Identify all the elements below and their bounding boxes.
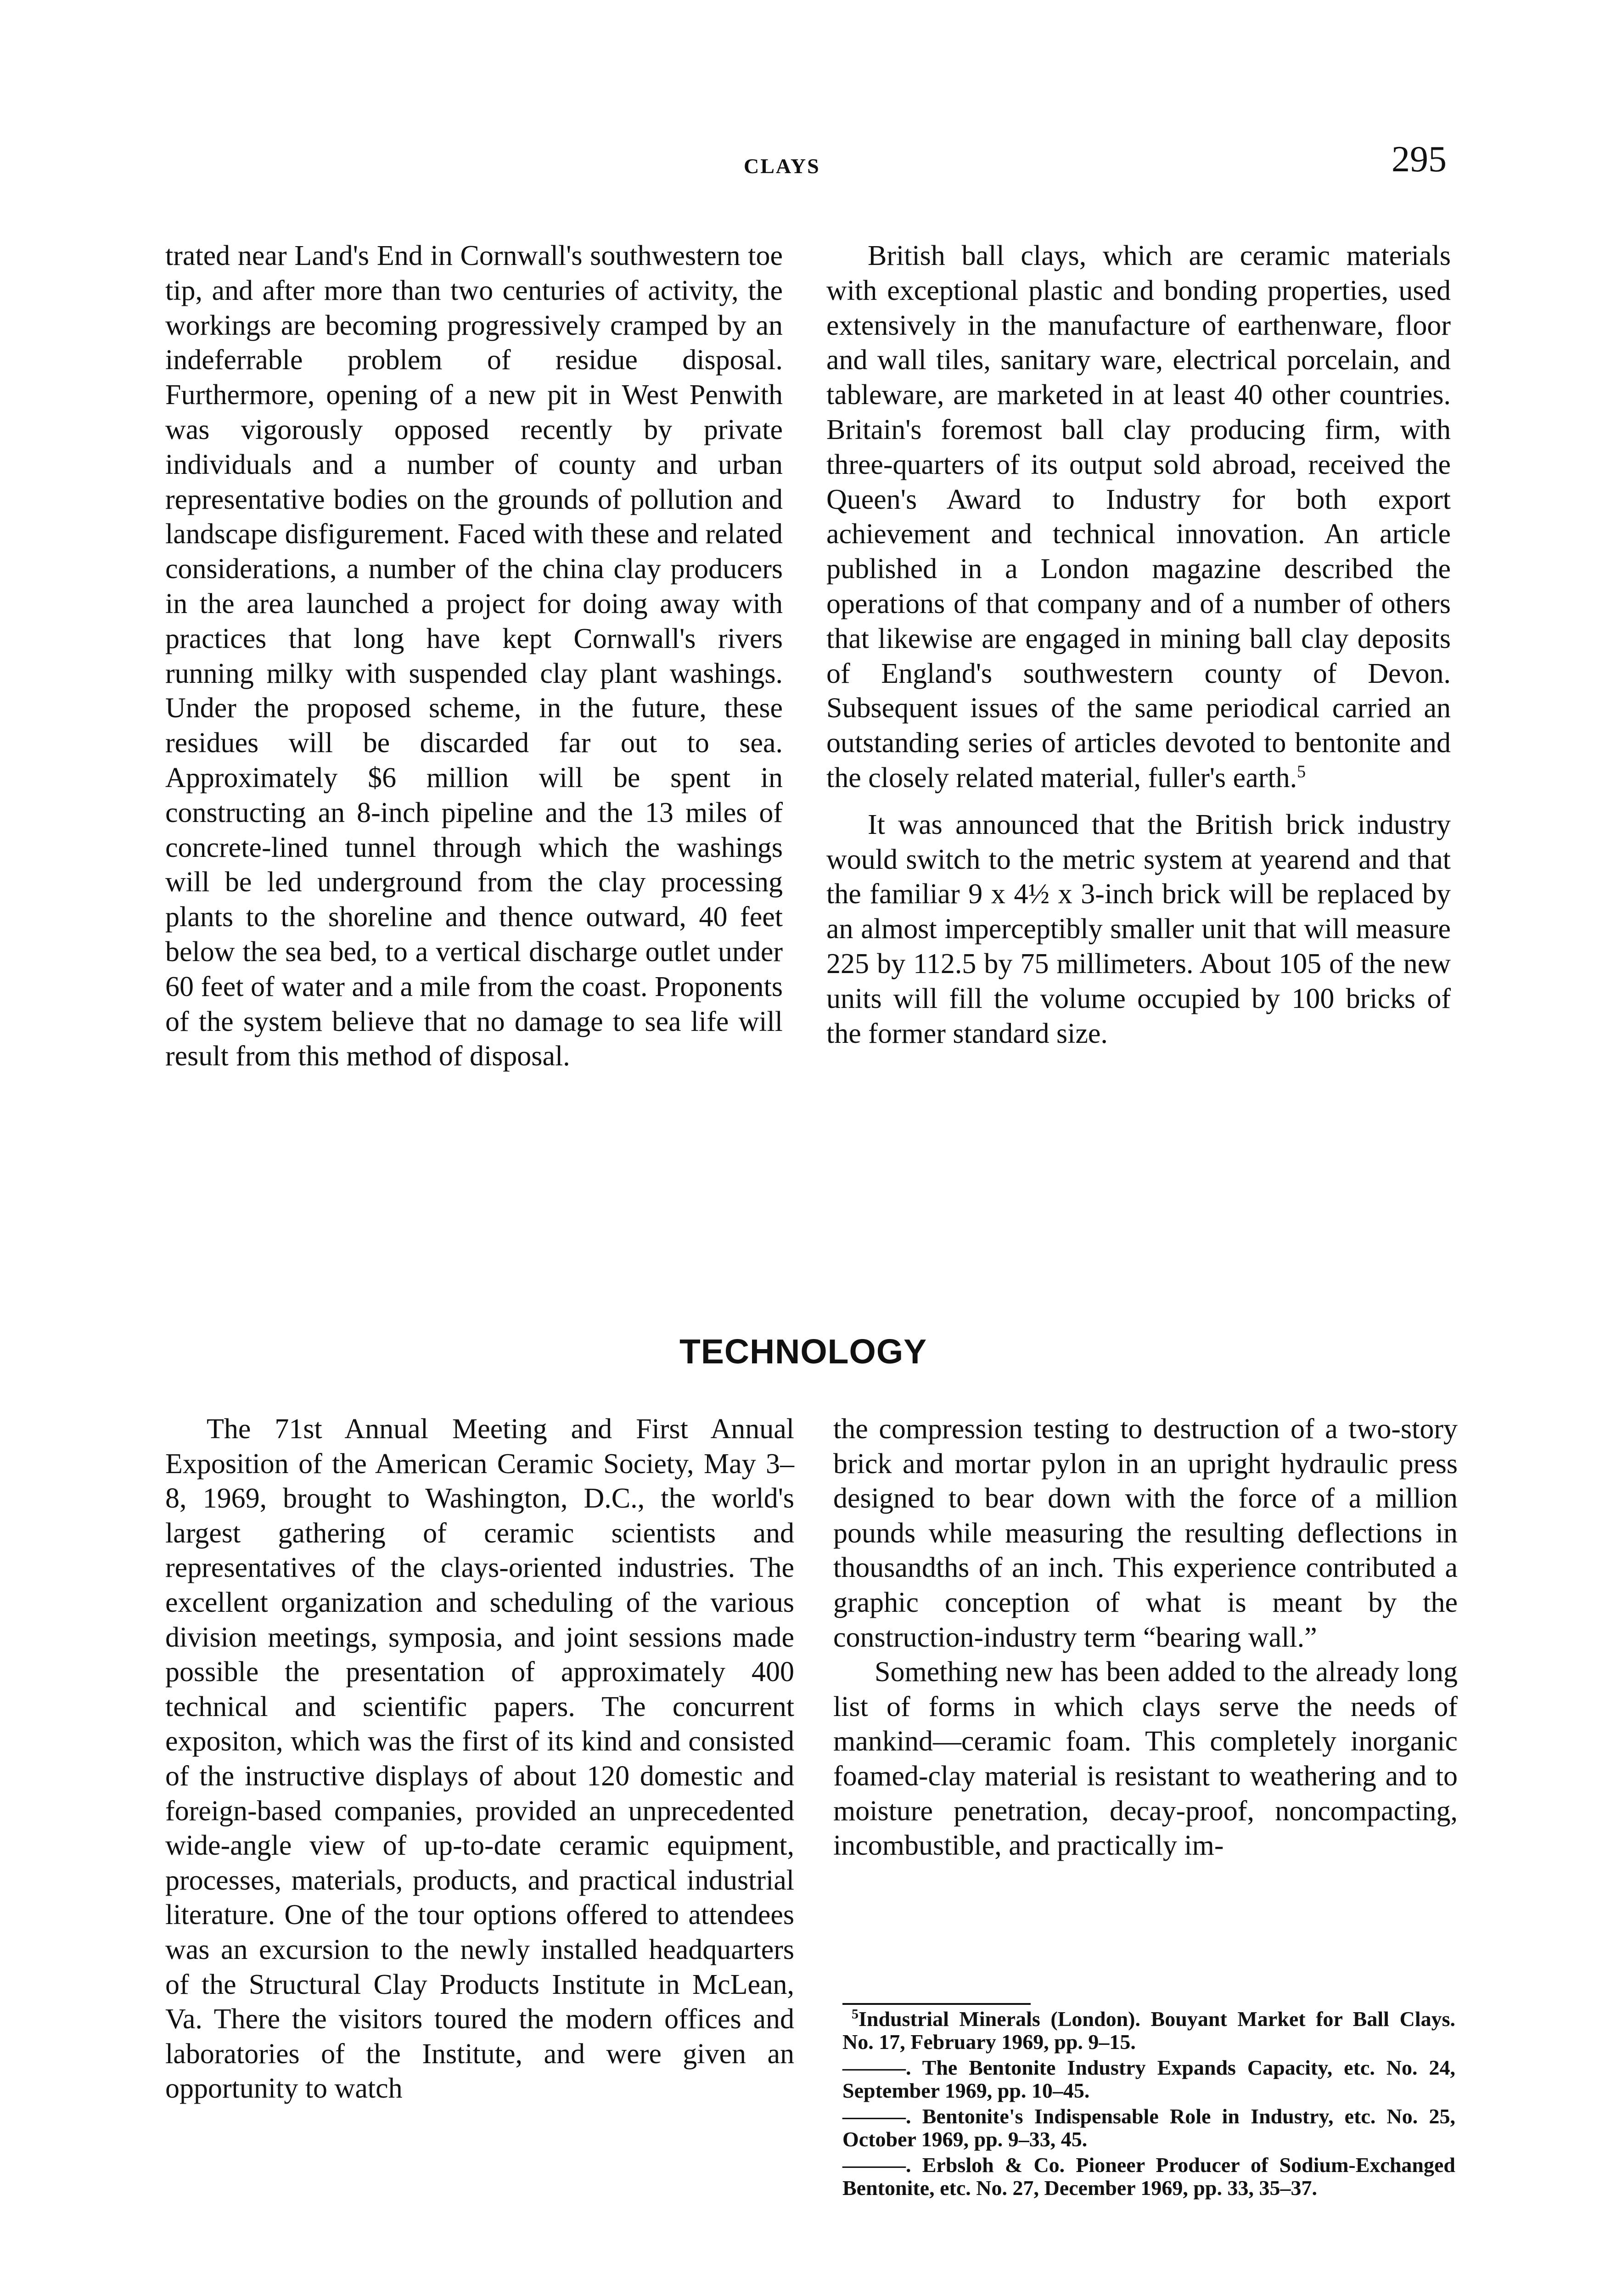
footnote: ———. Erbsloh & Co. Pioneer Producer of Sodium-Exchanged Bentonite, etc. No. 27, December 1969, pp. 33, 35–37. bbox=[842, 2153, 1455, 2200]
section-heading: TECHNOLOGY bbox=[679, 1332, 927, 1371]
footnote: ———. Bentonite's Indispensable Role in Industry, etc. No. 25, October 1969, pp. 9–33, 45. bbox=[842, 2105, 1455, 2151]
footnote-marker: 5 bbox=[852, 2006, 859, 2022]
lower-right-column bbox=[833, 1412, 1458, 1863]
footnote-reference: 5 bbox=[1297, 762, 1306, 782]
footnote-text: Industrial Minerals (London). Bouyant Market for Ball Clays. No. 17, February 1969, pp. 9–15. bbox=[842, 2007, 1455, 2054]
lower-left-column bbox=[165, 1412, 794, 2106]
paragraph: trated near Land's End in Cornwall's southwestern toe tip, and after more than two centuries of activity, the workings are becoming progressively cramped by an indeferrable problem of residue disposal. Furthermore, opening of a new pit in West Penwith was vigorously opposed recently by private individuals and a number of county and urban representative bodies on the grounds of pollution and landscape disfigurement. Faced with these and related considerations, a number of the china clay producers in the area launched a project for doing away with practices that long have kept Cornwall's rivers running milky with suspended clay plant washings. Under the proposed scheme, in the future, these residues will be discarded far out to sea. Approximately $6 million will be spent in constructing an 8-inch pipeline and the 13 miles of concrete-lined tunnel through which the washings will be led underground from the clay processing plants to the shoreline and thence outward, 40 feet below the sea bed, to a vertical discharge outlet under 60 feet of water and a mile from the coast. Proponents of the system believe that no damage to sea life will result from this method of disposal. bbox=[165, 240, 783, 1072]
paragraph: Something new has been added to the already long list of forms in which clays serve the needs of mankind—ceramic foam. This completely inorganic foamed-clay material is resistant to weathering and to moisture penetration, decay-proof, noncompacting, incombustible, and practically im- bbox=[833, 1656, 1458, 1862]
paragraph: the compression testing to destruction of a two-story brick and mortar pylon in an upright hydraulic press designed to bear down with the force of a million pounds while measuring the resulting deflections in thousandths of an inch. This experience contributed a graphic conception of what is meant by the construction-industry term “bearing wall.” bbox=[833, 1413, 1458, 1653]
paragraph: The 71st Annual Meeting and First Annual Exposition of the American Ceramic Society, May 3–8, 1969, brought to Washington, D.C., the world's largest gathering of ceramic scientists and representatives of the clays-oriented industries. The excellent organization and scheduling of the various division meetings, symposia, and joint sessions made possible the presentation of approximately 400 technical and scientific papers. The concurrent expositon, which was the first of its kind and consisted of the instructive displays of about 120 domestic and foreign-based companies, provided an unprecedented wide-angle view of up-to-date ceramic equipment, processes, materials, products, and practical industrial literature. One of the tour options offered to attendees was an excursion to the newly installed headquarters of the Structural Clay Products Institute in McLean, Va. There the visitors toured the modern offices and laboratories of the Institute, and were given an opportunity to watch bbox=[165, 1413, 794, 2105]
paragraph bbox=[826, 239, 1451, 796]
upper-right-column bbox=[826, 239, 1451, 1051]
page-number: 295 bbox=[1392, 139, 1447, 180]
paragraph: It was announced that the British brick industry would switch to the metric system at yearend and that the familiar 9 x 4½ x 3-inch brick will be replaced by an almost imperceptibly smaller unit that will measure 225 by 112.5 by 75 millimeters. About 105 of the new units will fill the volume occupied by 100 bricks of the former standard size. bbox=[826, 809, 1451, 1049]
upper-left-column bbox=[165, 239, 783, 1074]
running-head: CLAYS bbox=[744, 154, 820, 178]
paragraph-text: British ball clays, which are ceramic materials with exceptional plastic and bonding properties, used extensively in the manufacture of earthenware, floor and wall tiles, sanitary ware, electrical porcelain, and tableware, are marketed in at least 40 other countries. Britain's foremost ball clay producing firm, with three-quarters of its output sold abroad, received the Queen's Award to Industry for both export achievement and technical innovation. An article published in a London magazine described the operations of that company and of a number of others that likewise are engaged in mining ball clay deposits of England's southwestern county of Devon. Subsequent issues of the same periodical carried an outstanding series of articles devoted to bentonite and the closely related material, fuller's earth. bbox=[826, 240, 1451, 793]
footnote-rule bbox=[842, 2003, 1031, 2005]
footnote bbox=[842, 2008, 1455, 2054]
footnote: ———. The Bentonite Industry Expands Capacity, etc. No. 24, September 1969, pp. 10–45. bbox=[842, 2056, 1455, 2102]
footnotes bbox=[842, 2008, 1455, 2202]
